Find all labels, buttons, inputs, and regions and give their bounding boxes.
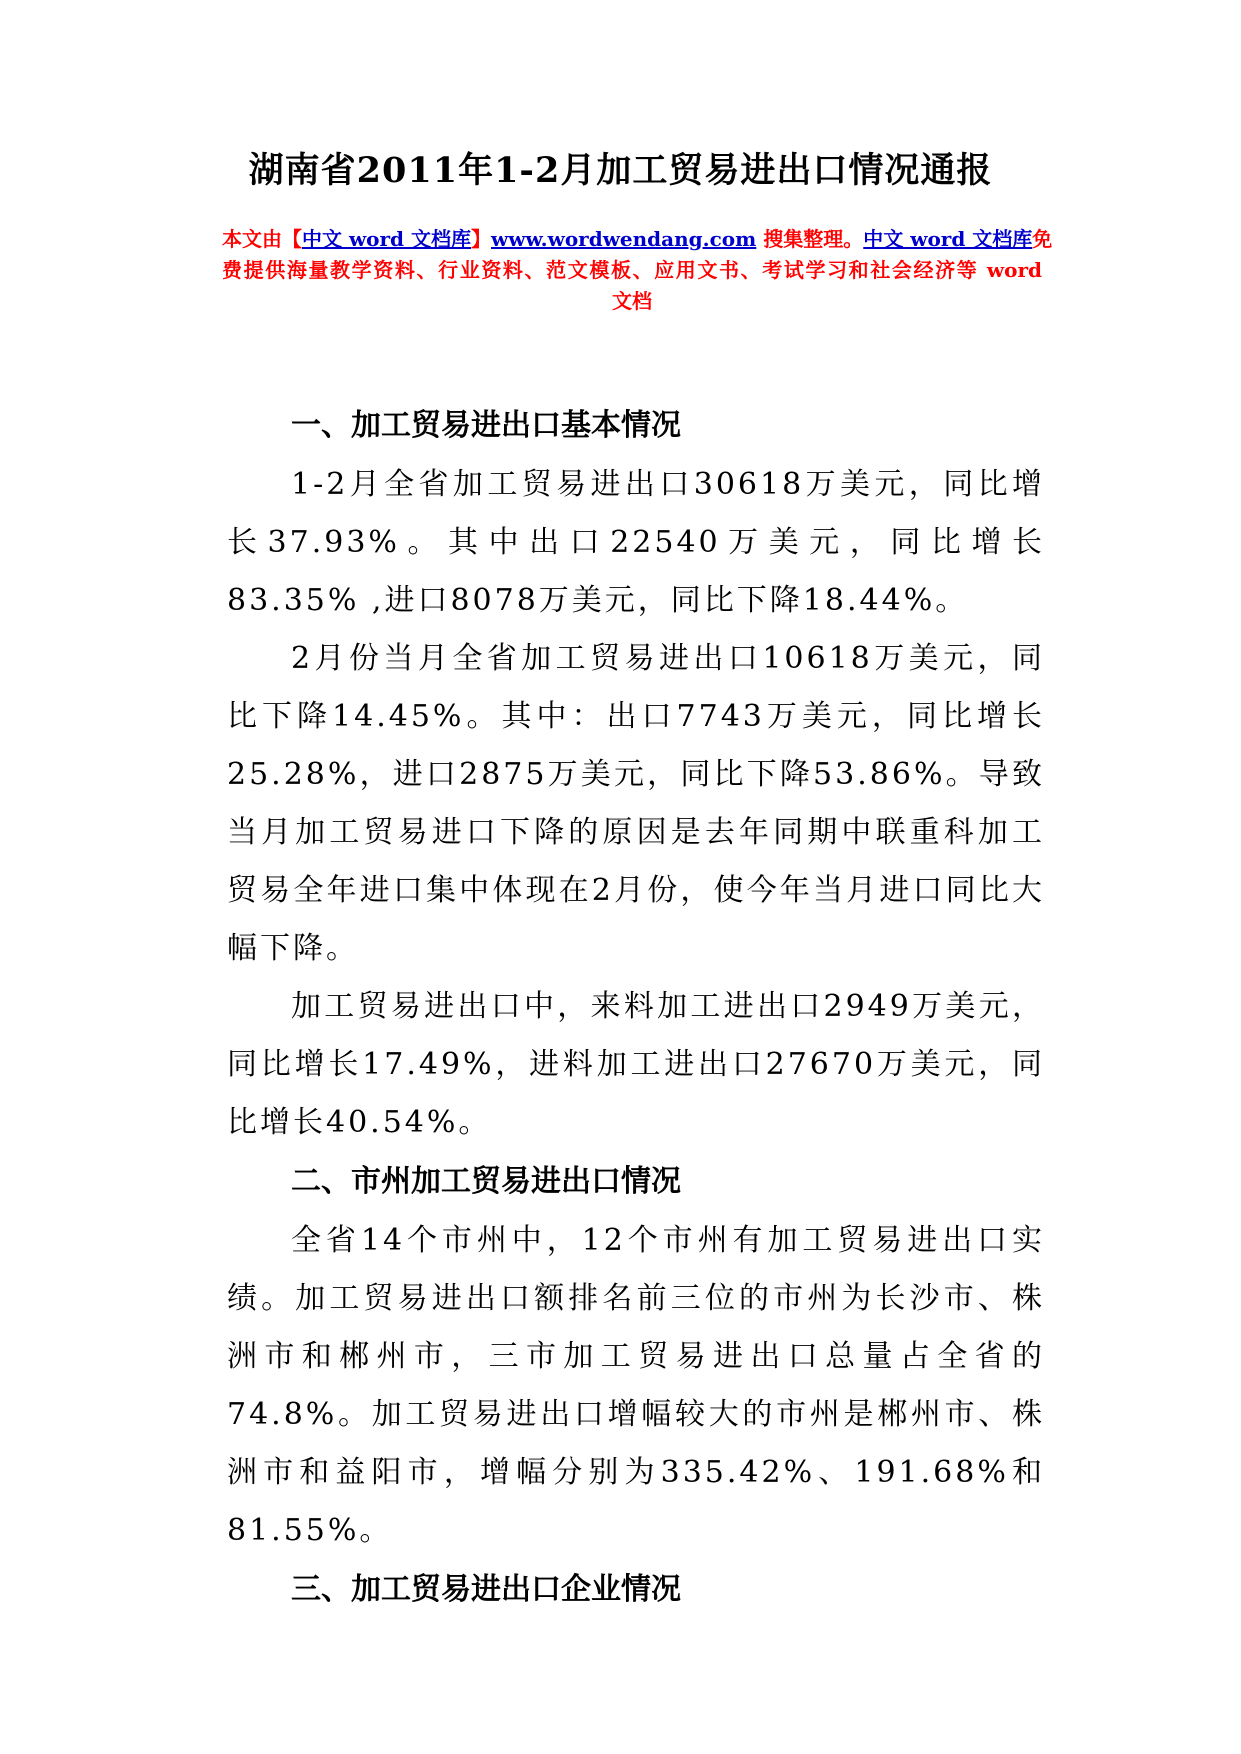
site-name-link[interactable]: 中文 word 文档库 <box>302 227 472 251</box>
site-name-link-2[interactable]: 中文 word 文档库 <box>863 227 1033 251</box>
document-title: 湖南省2011年1-2月加工贸易进出口情况通报 <box>248 150 993 191</box>
notice-bracket: 】 <box>471 227 492 251</box>
paragraph: 1-2月全省加工贸易进出口30618万美元，同比增长37.93%。其中出口22540万美元，同比增长83.35% ,进口8078万美元，同比下降18.44%。 <box>227 467 1045 618</box>
notice-line-1 <box>222 224 1053 255</box>
section-heading-1: 一、加工贸易进出口基本情况 <box>291 408 681 443</box>
paragraph: 加工贸易进出口中，来料加工进出口2949万美元，同比增长17.49%，进料加工进出口27670万美元，同比增长40.54%。 <box>227 989 1045 1140</box>
section-heading-3: 三、加工贸易进出口企业情况 <box>291 1572 681 1607</box>
notice-line-3: 文档 <box>612 289 652 313</box>
notice-prefix: 本文由【 <box>222 227 302 251</box>
paragraph: 全省14个市州中，12个市州有加工贸易进出口实绩。加工贸易进出口额排名前三位的市州为长沙市、株洲市和郴州市，三市加工贸易进出口总量占全省的74.8%。加工贸易进出口增幅较大的市州是郴州市、株洲市和益阳市，增幅分别为335.42%、191.68%和81.55%。 <box>227 1223 1045 1548</box>
notice-collected: 搜集整理。 <box>756 227 864 251</box>
section-heading-2: 二、市州加工贸易进出口情况 <box>291 1164 681 1199</box>
notice-line-2: 费提供海量教学资料、行业资料、范文模板、应用文书、考试学习和社会经济等 word <box>222 258 1042 282</box>
document-body <box>227 396 1045 1620</box>
site-url-link[interactable]: www.wordwendang.com <box>491 227 757 251</box>
notice-suffix: 免 <box>1032 227 1053 251</box>
paragraph: 2月份当月全省加工贸易进出口10618万美元，同比下降14.45%。其中：出口7743万美元，同比增长25.28%，进口2875万美元，同比下降53.86%。导致当月加工贸易进口下降的原因是去年同期中联重科加工贸易全年进口集中体现在2月份，使今年当月进口同比大幅下降。 <box>227 641 1045 966</box>
source-notice <box>222 224 1053 317</box>
